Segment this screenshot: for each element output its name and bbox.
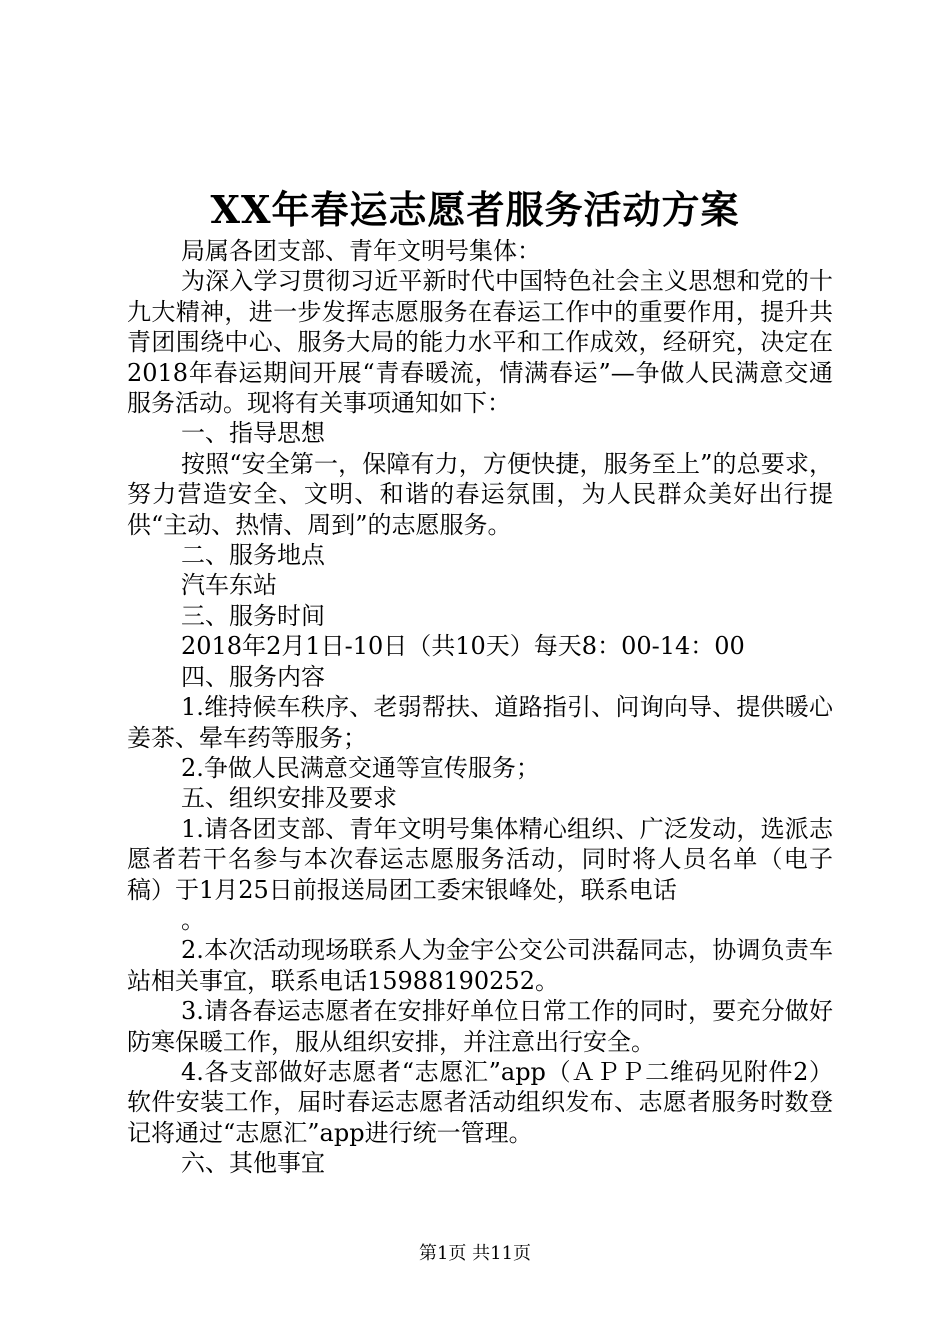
- service-time: 2018年2月1日-10日（共10天）每天8：00-14：00: [181, 632, 745, 661]
- requirement-item-4: 4.各支部做好志愿者“志愿汇”app（ＡＰＰ二维码见附件2）软件安装工作，届时春运志愿者活动组织发布、志愿者服务时数登记将通过“志愿汇”app进行统一管理。: [127, 1057, 833, 1147]
- section-heading-3: 三、服务时间: [181, 601, 325, 630]
- document-body: [127, 236, 833, 1179]
- requirement-item-3: 3.请各春运志愿者在安排好单位日常工作的同时，要充分做好防寒保暖工作，服从组织安排，并注意出行安全。: [127, 997, 833, 1056]
- section-heading-6: 六、其他事宜: [181, 1149, 325, 1178]
- intro-paragraph: 为深入学习贯彻习近平新时代中国特色社会主义思想和党的十九大精神，进一步发挥志愿服务在春运工作中的重要作用，提升共青团围绕中心、服务大局的能力水平和工作成效，经研究，决定在2018年春运期间开展“青春暖流，情满春运”—争做人民满意交通服务活动。现将有关事项通知如下：: [127, 267, 833, 418]
- section-heading-5: 五、组织安排及要求: [181, 784, 397, 813]
- requirement-item-1: 1.请各团支部、青年文明号集体精心组织、广泛发动，选派志愿者若干名参与本次春运志愿服务活动，同时将人员名单（电子稿）于1月25日前报送局团工委宋银峰处，联系电话: [127, 814, 833, 904]
- service-content-item-2: 2.争做人民满意交通等宣传服务；: [181, 753, 540, 782]
- requirement-item-2: 2.本次活动现场联系人为金宇公交公司洪磊同志，协调负责车站相关事宜，联系电话15988190252。: [127, 936, 833, 995]
- section-heading-1: 一、指导思想: [181, 419, 325, 448]
- requirement-item-1-continuation: 。: [181, 905, 205, 934]
- guiding-principle-paragraph: 按照“安全第一，保障有力，方便快捷，服务至上”的总要求，努力营造安全、文明、和谐的春运氛围，为人民群众美好出行提供“主动、热情、周到”的志愿服务。: [127, 449, 833, 539]
- salutation: 局属各团支部、青年文明号集体：: [181, 237, 541, 265]
- document-title: XX年春运志愿者服务活动方案: [210, 187, 740, 232]
- section-heading-2: 二、服务地点: [181, 541, 325, 570]
- service-content-item-1: 1.维持候车秩序、老弱帮扶、道路指引、问询向导、提供暖心姜茶、晕车药等服务；: [127, 693, 833, 752]
- page-number-footer: 第1页 共11页: [418, 1243, 532, 1264]
- service-location: 汽车东站: [181, 571, 277, 600]
- section-heading-4: 四、服务内容: [181, 662, 325, 691]
